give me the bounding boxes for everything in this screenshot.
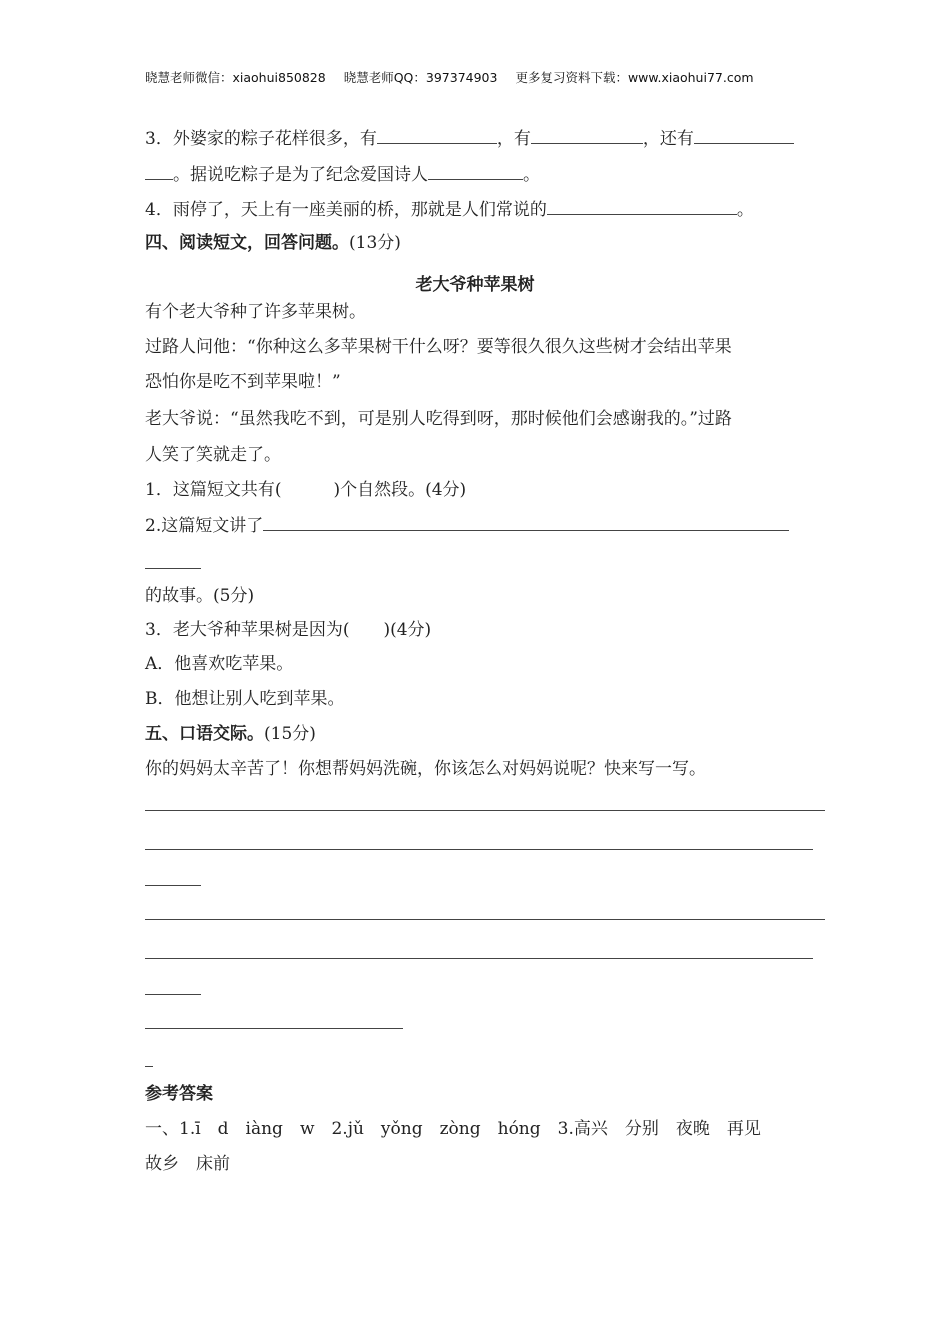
question-4-end: 。 — [736, 200, 754, 220]
writing-line[interactable] — [145, 885, 201, 886]
blank-2[interactable] — [531, 129, 643, 144]
question-4-text: 4．雨停了，天上有一座美丽的桥，那就是人们常说的 — [145, 200, 547, 220]
section-5-prompt: 你的妈妈太辛苦了！你想帮妈妈洗碗，你该怎么对妈妈说呢？快来写一写。 — [145, 759, 706, 779]
question-4 — [145, 200, 754, 219]
section-5-score: (15分) — [264, 724, 316, 744]
blank-7[interactable] — [263, 516, 789, 531]
blank-4[interactable] — [428, 165, 523, 180]
reading-question-2 — [145, 516, 789, 535]
option-a[interactable]: A．他喜欢吃苹果。 — [145, 654, 294, 674]
answer-line-short[interactable] — [145, 568, 201, 569]
blank-3-cont[interactable] — [145, 165, 173, 180]
answers-line-2: 故乡 床前 — [145, 1154, 230, 1174]
question-3-text-b: ，有 — [496, 129, 531, 149]
answers-line-1: 一、1.ī d iàng w 2.jǔ yǒng zòng hóng 3.高兴 分别 夜晚 再见 — [145, 1119, 761, 1139]
header-download: 更多复习资料下载：www.xiaohui77.com — [515, 70, 754, 85]
writing-line[interactable] — [145, 849, 813, 850]
section-4-title: 四、阅读短文，回答问题。 — [145, 233, 349, 253]
rq2-text-b: 的故事。(5分) — [145, 586, 255, 606]
header-qq: 晓慧老师QQ：397374903 — [343, 70, 498, 85]
rq1-text-b: )个自然段。(4分) — [333, 480, 467, 500]
writing-line[interactable] — [145, 919, 825, 920]
page-header — [145, 68, 768, 86]
writing-line[interactable] — [145, 810, 825, 811]
section-5-title: 五、口语交际。 — [145, 724, 264, 744]
reading-question-1 — [145, 482, 466, 499]
writing-line[interactable] — [145, 1066, 153, 1067]
question-3-text-c: ，还有 — [642, 129, 694, 149]
rq2-text-a: 2.这篇短文讲了 — [145, 516, 264, 536]
blank-5[interactable] — [547, 200, 737, 215]
rq1-text-a: 1．这篇短文共有( — [145, 480, 282, 500]
section-5-heading — [145, 726, 316, 743]
section-4-score: (13分) — [349, 233, 401, 253]
passage-p3-line2: 人笑了笑就走了。 — [145, 445, 281, 465]
passage-p1: 有个老大爷种了许多苹果树。 — [145, 302, 366, 322]
question-3-line1 — [145, 129, 794, 148]
reading-question-3: 3．老大爷种苹果树是因为( )(4分) — [145, 620, 432, 640]
passage-p3-line1: 老大爷说：“虽然我吃不到，可是别人吃得到呀，那时候他们会感谢我的。”过路 — [145, 409, 732, 429]
passage-p2-line1: 过路人问他：“你种这么多苹果树干什么呀？要等很久很久这些树才会结出苹果 — [145, 337, 732, 357]
question-3-text-a: 3．外婆家的粽子花样很多，有 — [145, 129, 377, 149]
section-4-heading — [145, 235, 401, 252]
writing-line[interactable] — [145, 994, 201, 995]
passage-title: 老大爷种苹果树 — [415, 275, 535, 295]
option-b[interactable]: B．他想让别人吃到苹果。 — [145, 689, 345, 709]
blank-1[interactable] — [377, 129, 497, 144]
writing-line[interactable] — [145, 1028, 403, 1029]
question-3-text-e: 。 — [523, 165, 540, 185]
question-3-text-d: 。据说吃粽子是为了纪念爱国诗人 — [173, 165, 428, 185]
header-wechat: 晓慧老师微信：xiaohui850828 — [145, 70, 326, 85]
question-3-line2 — [145, 165, 540, 184]
writing-line[interactable] — [145, 958, 813, 959]
passage-p2-line2: 恐怕你是吃不到苹果啦！” — [145, 372, 341, 392]
answers-heading: 参考答案 — [145, 1084, 213, 1104]
blank-3[interactable] — [694, 129, 794, 144]
